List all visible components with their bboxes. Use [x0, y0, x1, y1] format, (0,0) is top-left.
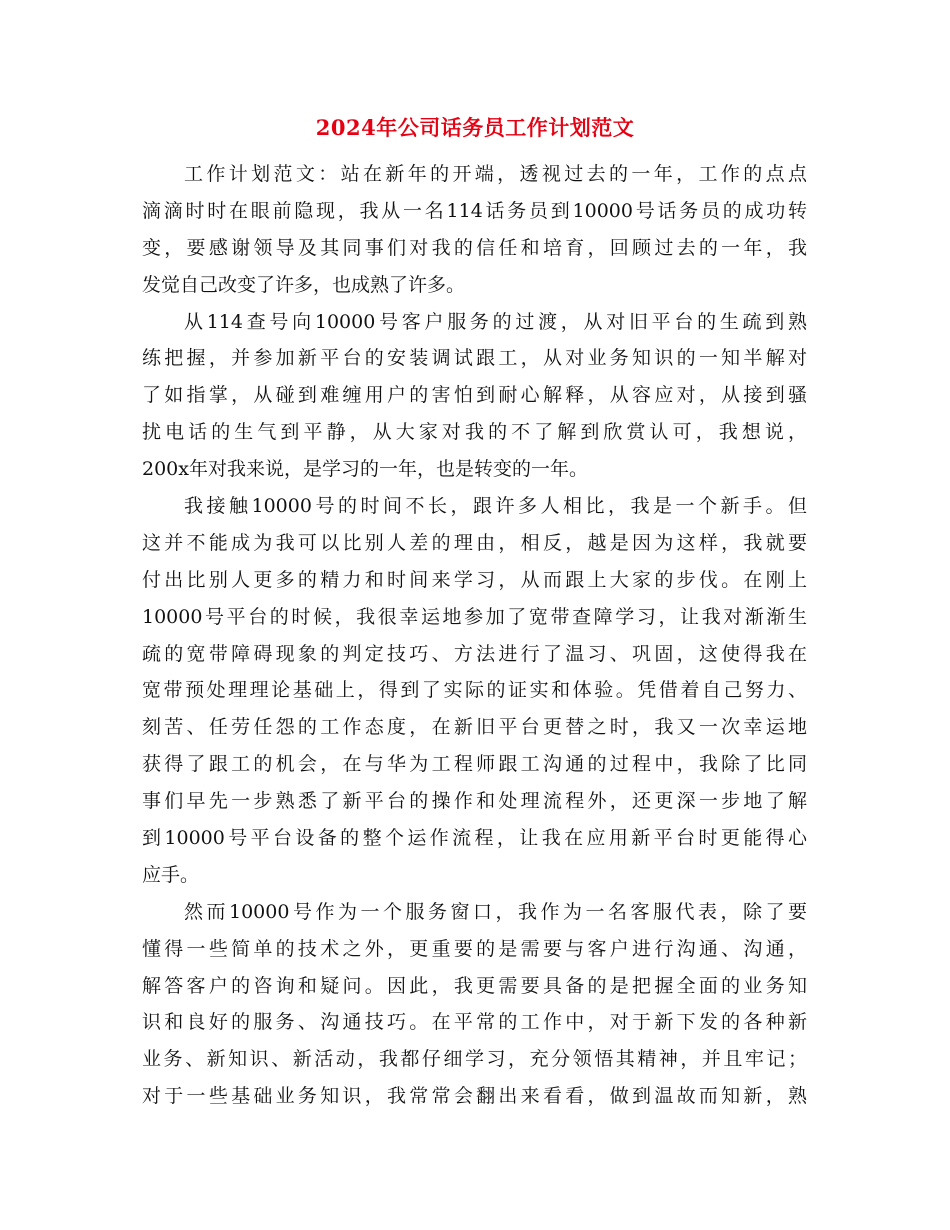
text-line: 宽带预处理理论基础上，得到了实际的证实和体验。凭借着自己努力、 — [142, 679, 807, 702]
text-line: 从114查号向10000号客户服务的过渡，从对旧平台的生疏到熟 — [184, 310, 807, 333]
text-line: 发觉自己改变了许多，也成熟了许多。 — [142, 273, 466, 296]
text-line: 工作计划范文：站在新年的开端，透视过去的一年，工作的点点 — [184, 163, 807, 185]
text-line: 了如指掌，从碰到难缠用户的害怕到耐心解释，从容应对，从接到骚 — [142, 384, 807, 407]
document-title: 2024年公司话务员工作计划范文 — [315, 115, 635, 140]
text-line: 扰电话的生气到平静，从大家对我的不了解到欣赏认可，我想说， — [142, 421, 807, 444]
text-line: 到10000号平台设备的整个运作流程，让我在应用新平台时更能得心 — [142, 827, 807, 850]
text-line: 付出比别人更多的精力和时间来学习，从而跟上大家的步伐。在刚上 — [142, 568, 807, 591]
text-line: 解答客户的咨询和疑问。因此，我更需要具备的是把握全面的业务知 — [142, 974, 807, 997]
text-line: 事们早先一步熟悉了新平台的操作和处理流程外，还更深一步地了解 — [142, 790, 807, 813]
text-line: 10000号平台的时候，我很幸运地参加了宽带查障学习，让我对渐渐生 — [142, 605, 807, 628]
text-line: 应手。 — [142, 863, 200, 886]
text-line: 练把握，并参加新平台的安装调试跟工，从对业务知识的一知半解对 — [142, 347, 807, 370]
text-line: 变，要感谢领导及其同事们对我的信任和培育，回顾过去的一年，我 — [142, 236, 807, 259]
text-line: 刻苦、任劳任怨的工作态度，在新旧平台更替之时，我又一次幸运地 — [142, 716, 807, 739]
text-line: 对于一些基础业务知识，我常常会翻出来看看，做到温故而知新，熟 — [142, 1085, 807, 1108]
text-line: 懂得一些简单的技术之外，更重要的是需要与客户进行沟通、沟通， — [142, 937, 807, 960]
text-line: 疏的宽带障碍现象的判定技巧、方法进行了温习、巩固，这使得我在 — [142, 642, 807, 665]
text-line: 然而10000号作为一个服务窗口，我作为一名客服代表，除了要 — [184, 900, 807, 923]
document-body — [142, 156, 807, 1115]
text-line: 获得了跟工的机会，在与华为工程师跟工沟通的过程中，我除了比同 — [142, 753, 807, 776]
text-line: 我接触10000号的时间不长，跟许多人相比，我是一个新手。但 — [184, 495, 807, 518]
text-line: 滴滴时时在眼前隐现，我从一名114话务员到10000号话务员的成功转 — [142, 199, 807, 222]
text-line: 业务、新知识、新活动，我都仔细学习，充分领悟其精神，并且牢记； — [142, 1048, 807, 1071]
text-line: 识和良好的服务、沟通技巧。在平常的工作中，对于新下发的各种新 — [142, 1011, 807, 1034]
text-line: 200x年对我来说，是学习的一年，也是转变的一年。 — [142, 458, 588, 481]
text-line: 这并不能成为我可以比别人差的理由，相反，越是因为这样，我就要 — [142, 531, 807, 554]
